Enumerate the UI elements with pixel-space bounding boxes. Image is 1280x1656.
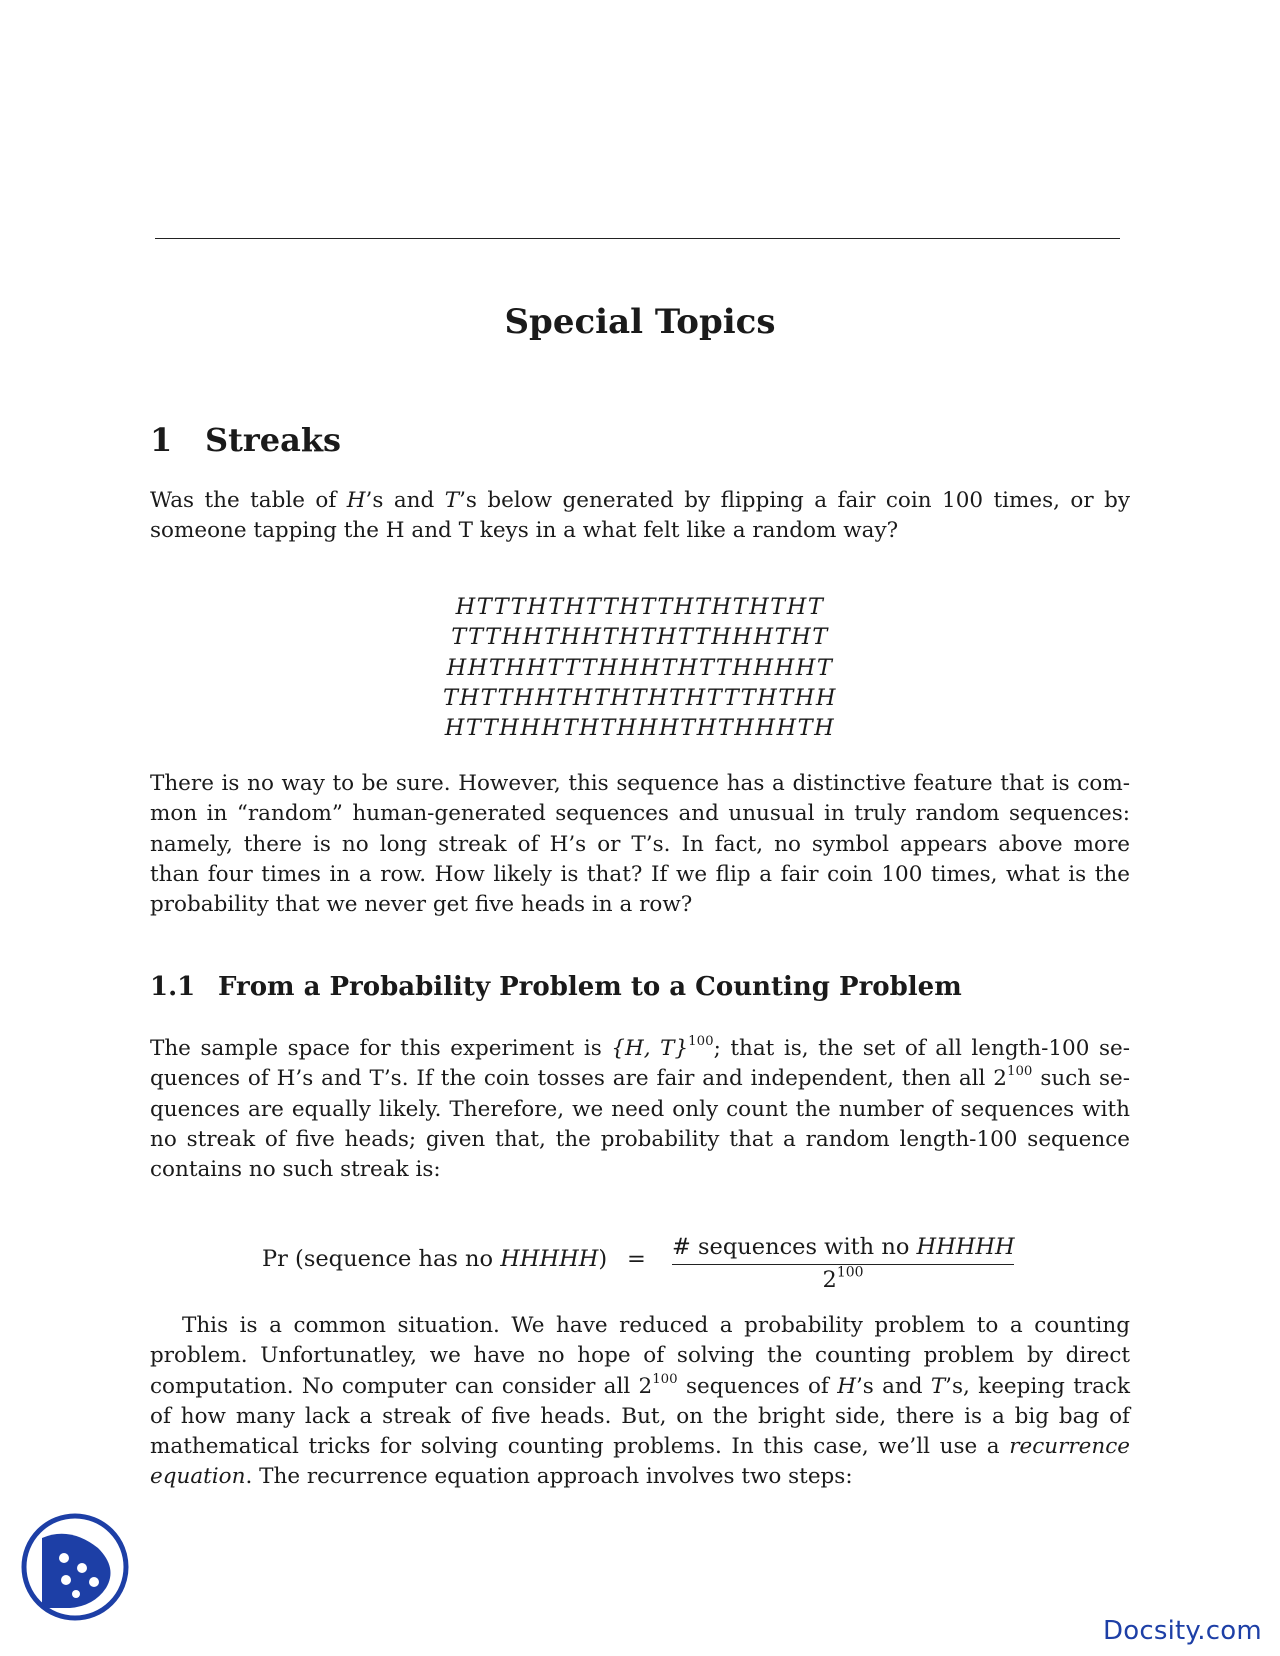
text-line: contains no such streak is: [150,1157,441,1183]
docsity-watermark[interactable]: Docsity.com [1103,1616,1262,1646]
coin-sequence-table [0,592,1280,743]
equation-lhs: Pr (sequence has no HHHHH) [262,1246,608,1272]
recurrence-paragraph [150,1311,1130,1493]
sequence-line: HHTHHTTTHHHTHTTHHHHT [446,654,834,681]
text-line: no streak of five heads; given that, the probability that a random length-100 sequence [150,1126,1130,1152]
text-line: than four times in a row. How likely is that? If we flip a fair coin 100 times, what is the [150,861,1130,887]
text-line: The sample space for this experiment is {H, T}$^{100}$; that is, the set of all length-100 se- [150,1034,1130,1061]
equals-sign: = [627,1246,646,1272]
observation-paragraph [150,769,1130,920]
section-heading [150,420,341,460]
intro-paragraph [150,486,1130,547]
top-rule [155,238,1120,239]
sequence-line: HTTHHHTHTHHHTHTHHHTH [444,715,836,742]
section-title: Streaks [205,421,342,459]
text-line: someone tapping the H and T keys in a what felt like a random way? [150,518,899,544]
equation-fraction [672,1232,1014,1293]
text-line: computation. No computer can consider all $2^{100}$ sequences of H’s and T’s, keeping track [150,1371,1130,1399]
text-line: namely, there is no long streak of H’s or T’s. In fact, no symbol appears above more [150,831,1130,857]
fraction-numerator: # sequences with no HHHHH [672,1234,1015,1260]
text-line: equation. The recurrence equation approach involves two steps: [150,1464,853,1490]
sequence-line: HTTTHTHTTHTTHTHTHTHT [455,594,825,620]
subsection-title: From a Probability Problem to a Counting Problem [218,972,962,1002]
sample-space-paragraph [150,1034,1130,1185]
docsity-logo-icon [20,1512,130,1622]
text-line: mon in “random” human-generated sequences and unusual in truly random sequences: [150,801,1130,827]
text-line: probability that we never get five heads in a row? [150,892,693,918]
text-line: quences are equally likely. Therefore, we need only count the number of sequences with [150,1096,1130,1122]
page-title: Special Topics [504,302,776,342]
probability-equation [262,1232,1022,1296]
subsection-number: 1.1 [150,972,196,1002]
sequence-line: THTTHHTHTHTHTHTTTHTHH [442,684,838,711]
subsection-heading [150,970,962,1004]
text-line: quences of H’s and T’s. If the coin tosses are fair and independent, then all $2^{100}$ such se- [150,1064,1130,1092]
text-line: This is a common situation. We have reduced a probability problem to a counting [182,1313,1130,1338]
fraction-denominator: $2^{100}$ [822,1264,864,1293]
text-line: problem. Unfortunatley, we have no hope of solving the counting problem by direct [150,1343,1130,1369]
text-line: mathematical tricks for solving counting problems. In this case, we’ll use a recurrence [150,1434,1130,1460]
section-number: 1 [150,421,173,459]
text-line: of how many lack a streak of five heads. But, on the bright side, there is a big bag of [150,1403,1130,1429]
text-line: Was the table of H’s and T’s below generated by flipping a fair coin 100 times, or by [150,488,1131,513]
text-line: There is no way to be sure. However, this sequence has a distinctive feature that is com- [150,771,1130,796]
sequence-line: TTTHHTHHTHTHTTHHHTHT [451,624,829,651]
